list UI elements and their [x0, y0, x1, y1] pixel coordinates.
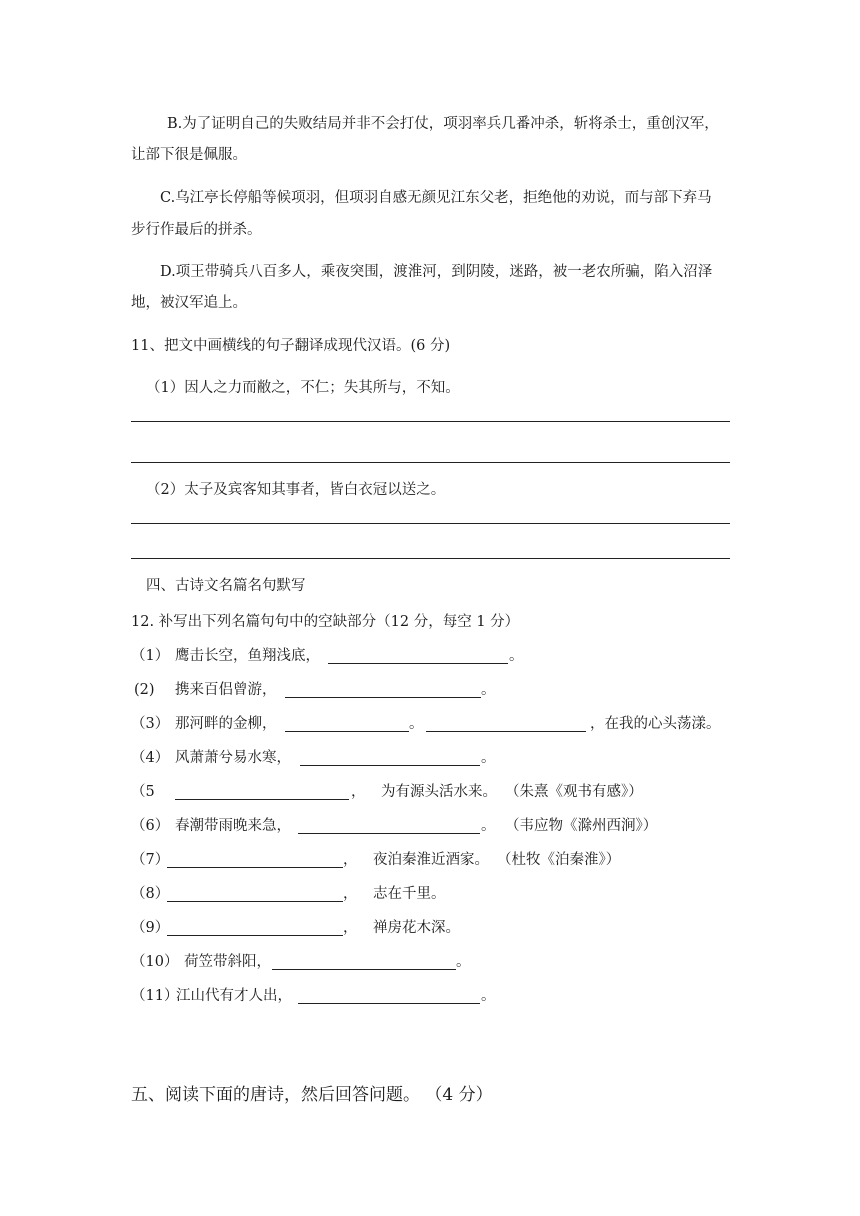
source-text: （朱熹《观书有感》） [505, 784, 643, 800]
blank-line [285, 731, 409, 732]
section-5-heading: 五、阅读下面的唐诗，然后回答问题。 （4 分） [131, 1085, 493, 1105]
fill-row [0, 748, 860, 768]
end-text: 夜泊秦淮近酒家。 [373, 852, 489, 868]
fill-row [0, 884, 860, 904]
option-b-line1: B.为了证明自己的失败结局并非不会打仗，项羽率兵几番冲杀，斩将杀士，重创汉军， [167, 116, 719, 132]
end-text: 。 [509, 648, 524, 664]
option-c-line1: C.乌江亭长停船等候项羽，但项羽自感无颜见江东父老，拒绝他的劝说，而与部下弃马 [160, 190, 712, 206]
prompt-text: 携来百侣曾游， [175, 682, 277, 698]
source-text: （韦应物《滁州西涧》） [505, 818, 658, 834]
fill-row [0, 850, 860, 870]
answer-line [131, 462, 730, 463]
fill-row [0, 816, 860, 836]
end-text: 禅房花木深。 [373, 920, 460, 936]
blank-line [285, 697, 481, 698]
option-d-line2: 地，被汉军追上。 [131, 295, 247, 311]
end-text: 志在千里。 [373, 886, 446, 902]
fill-row [0, 714, 860, 734]
mid-text: ， [343, 886, 358, 902]
option-d-line1: D.项王带骑兵八百多人，乘夜突围，渡淮河，到阴陵，迷路，被一老农所骗，陷入沼泽 [160, 264, 713, 280]
item-number: （11） [131, 988, 179, 1004]
item-number: (2) [134, 682, 155, 698]
item-number: （3） [131, 716, 170, 732]
item-number: （8） [131, 886, 170, 902]
blank-line [175, 799, 349, 800]
item-number: （10） [131, 954, 179, 970]
source-text: （杜牧《泊秦淮》） [497, 852, 621, 868]
mid-text: ， [351, 784, 366, 800]
item-number: （7） [131, 852, 170, 868]
fill-row [0, 952, 860, 972]
end-text: 。 [481, 682, 496, 698]
end-text: 。 [456, 954, 471, 970]
question-11-item2: （2）太子及宾客知其事者，皆白衣冠以送之。 [146, 482, 446, 498]
prompt-text: 风萧萧兮易水寒， [175, 750, 291, 766]
end-text: 。 [481, 818, 496, 834]
prompt-text: 那河畔的金柳， [175, 716, 277, 732]
blank-line [167, 867, 343, 868]
blank-line [167, 901, 343, 902]
answer-line [131, 421, 730, 422]
item-number: （4） [131, 750, 170, 766]
blank-line [167, 935, 343, 936]
item-number: （5 [131, 784, 155, 800]
prompt-text: 春潮带雨晚来急， [175, 818, 291, 834]
answer-line [131, 558, 730, 559]
blank-line [298, 1003, 480, 1004]
fill-row [0, 918, 860, 938]
blank-line [272, 969, 456, 970]
prompt-text: 江山代有才人出， [176, 988, 292, 1004]
mid-text: ， [343, 852, 358, 868]
question-11-item1: （1）因人之力而敝之，不仁；失其所与，不知。 [146, 380, 460, 396]
option-b-line2: 让部下很是佩服。 [131, 147, 247, 163]
blank-line [426, 731, 586, 732]
section-4-heading: 四、古诗文名篇名句默写 [146, 578, 306, 594]
end-text: 。 [481, 988, 496, 1004]
end-text: 为有源头活水来。 [381, 784, 497, 800]
fill-row [0, 782, 860, 802]
item-number: （1） [131, 648, 170, 664]
mid-text: ， [343, 920, 358, 936]
question-12-title: 12. 补写出下列名篇句句中的空缺部分（12 分，每空 1 分） [131, 614, 520, 630]
end-text: 。 [481, 750, 496, 766]
blank-line [328, 663, 508, 664]
mid-text: 。 [409, 716, 424, 732]
fill-row [0, 680, 860, 700]
question-11-title: 11、把文中画横线的句子翻译成现代汉语。(6 分) [131, 338, 451, 354]
blank-line [300, 765, 480, 766]
fill-row [0, 646, 860, 666]
answer-line [131, 523, 730, 524]
item-number: （6） [131, 818, 170, 834]
prompt-text: 鹰击长空，鱼翔浅底， [175, 648, 320, 664]
fill-row [0, 986, 860, 1006]
end-text: ，在我的心头荡漾。 [590, 716, 721, 732]
blank-line [298, 833, 480, 834]
prompt-text: 荷笠带斜阳， [184, 954, 271, 970]
option-c-line2: 步行作最后的拼杀。 [131, 222, 262, 238]
item-number: （9） [131, 920, 170, 936]
